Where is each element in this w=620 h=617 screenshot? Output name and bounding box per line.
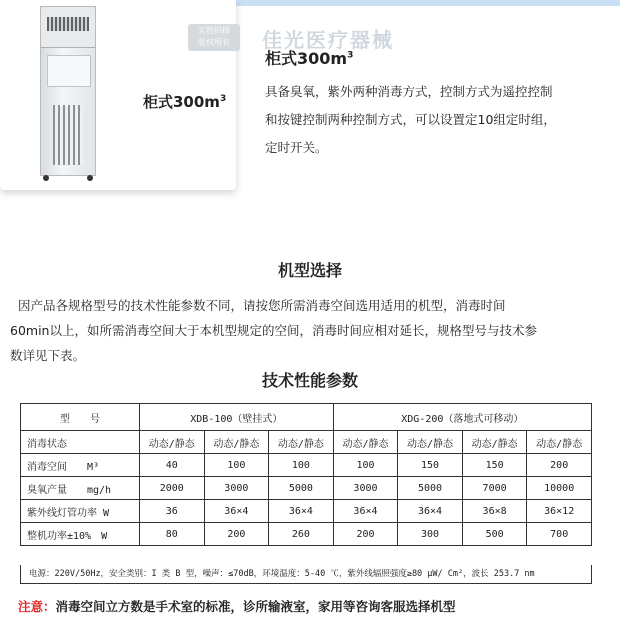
product-card-label: 柜式$300m^3$ bbox=[143, 93, 227, 111]
model-selection-title: 机型选择 bbox=[277, 261, 342, 280]
notice-label: 注意： bbox=[18, 599, 56, 614]
watermark-brand: 佳光医疗器械 bbox=[262, 28, 394, 52]
table-footnote: 电源：220V/50Hz，安全类别：I 类 B 型，噪声：≤70dB，环境温度：5-40 ℃，紫外线辐照强度≥80 μW/ Cm²，波长 253.7 nm bbox=[20, 565, 592, 584]
product-description: 具备臭氧，紫外两种消毒方式，控制方式为遥控控制 和按键控制两种控制方式，可以设置定10组定时组， 定时开关。 bbox=[265, 84, 556, 155]
spec-table bbox=[20, 403, 592, 546]
table-header-label: 型 号 bbox=[21, 404, 140, 431]
table-header-row bbox=[21, 404, 592, 431]
model-selection-intro: 因产品各规格型号的技术性能参数不同，请按您所需消毒空间选用适用的机型，消毒时间 60min以上，如所需消毒空间大于本机型规定的空间，消毒时间应相对延长，规格型号与技术参 数详见下表。 bbox=[10, 298, 537, 363]
table-row: 整机功率±10% W 80 200 260 200 300 500 700 bbox=[21, 523, 592, 546]
watermark-badge: 实物拍摄 版权所有 bbox=[188, 24, 240, 51]
notice-text: 消毒空间立方数是手术室的标准，诊所输液室，家用等咨询客服选择机型 bbox=[55, 599, 456, 614]
table-row: 臭氧产量 mg/h 2000 3000 5000 3000 5000 7000 10000 bbox=[21, 477, 592, 500]
product-title: 柜式$300m^3$ bbox=[265, 49, 354, 68]
tech-params-title: 技术性能参数 bbox=[261, 371, 358, 390]
table-header-group2: XDG-200（落地式可移动） bbox=[333, 404, 591, 431]
table-header-group1: XDB-100（壁挂式） bbox=[140, 404, 334, 431]
table-row: 紫外线灯管功率 W 36 36×4 36×4 36×4 36×4 36×8 36×12 bbox=[21, 500, 592, 523]
notice-line bbox=[18, 597, 456, 615]
cabinet-sterilizer-image bbox=[40, 6, 96, 176]
table-row: 消毒状态 动态/静态 动态/静态 动态/静态 动态/静态 动态/静态 动态/静态 动态/静态 bbox=[21, 431, 592, 454]
table-row: 消毒空间 M³ 40 100 100 100 150 150 200 bbox=[21, 454, 592, 477]
